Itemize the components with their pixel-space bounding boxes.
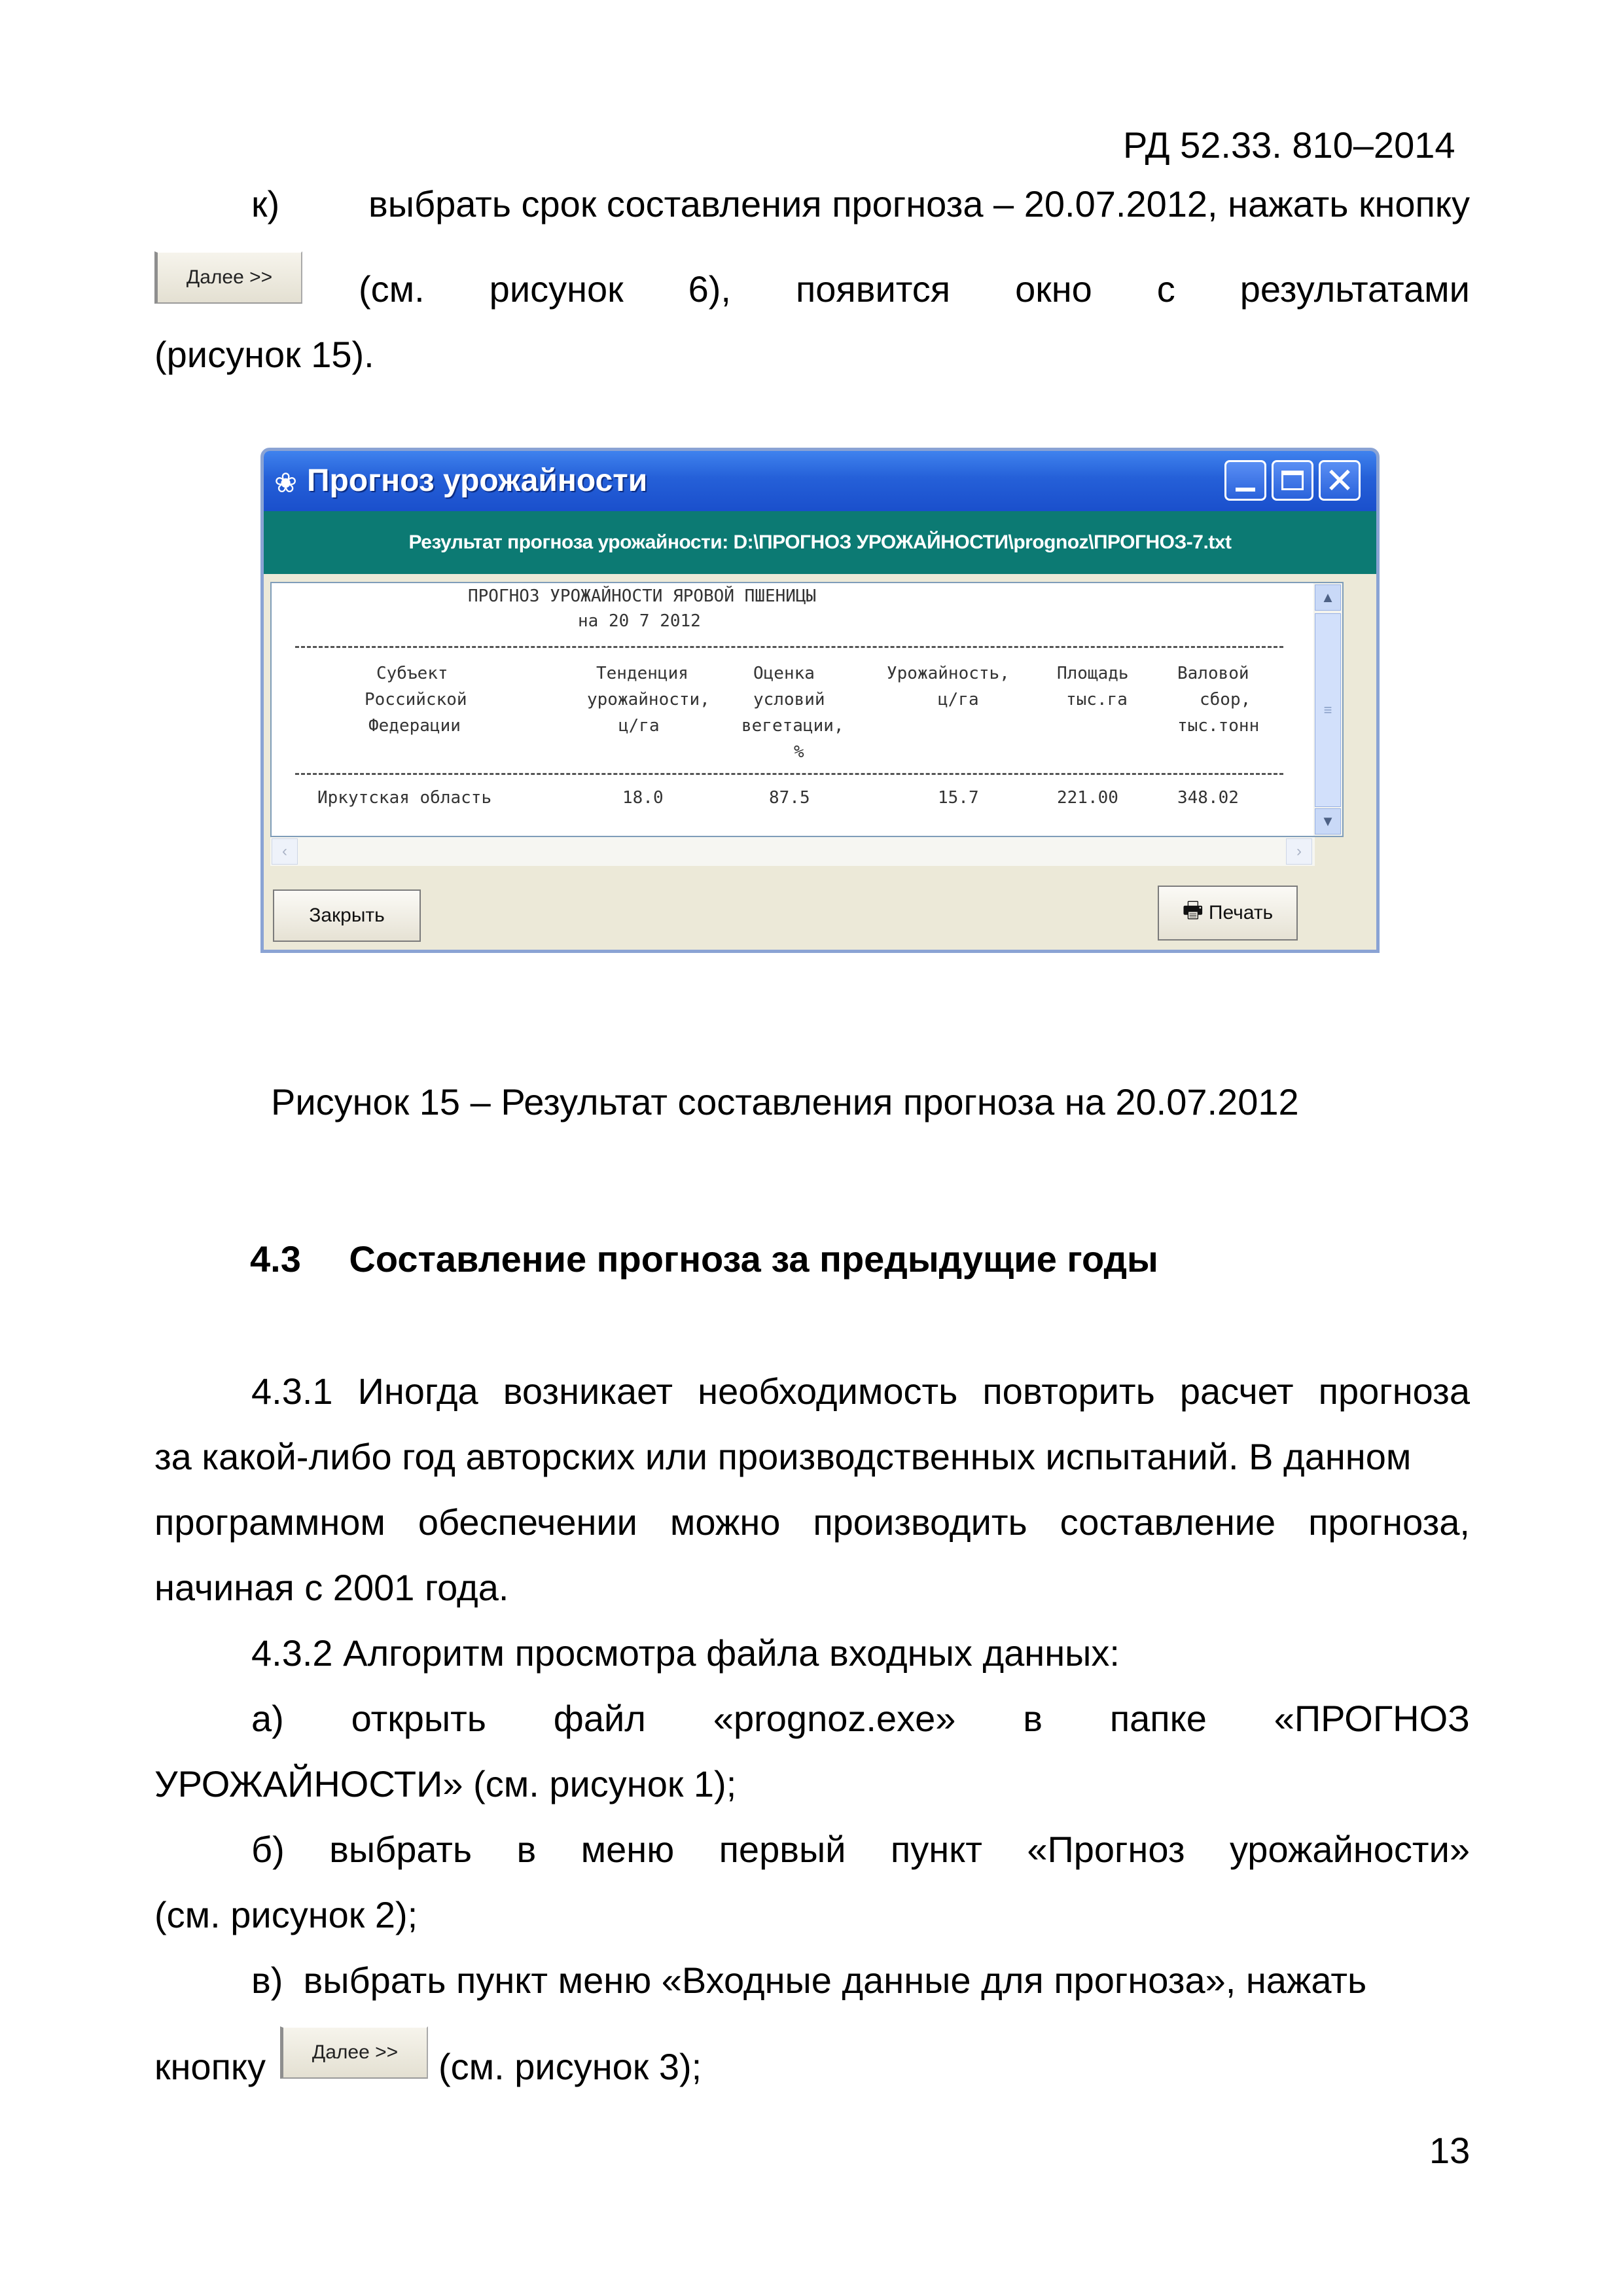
para-word: расчет	[1179, 1371, 1294, 1412]
chevron-down-icon: ▼	[1321, 813, 1335, 829]
report-date: на 20 7 2012	[578, 611, 701, 631]
intro-word: к)	[251, 183, 280, 224]
para-431-line-1	[251, 1371, 1470, 1412]
report-divider-top	[295, 646, 1283, 648]
step-word: файл	[553, 1698, 646, 1739]
column-header-line: ц/га	[618, 716, 660, 736]
next-button-image-2: Далее >>	[280, 2026, 428, 2079]
step-word: меню	[580, 1829, 675, 1870]
row-cell: 348.02	[1177, 788, 1239, 808]
column-header-line: %	[794, 742, 804, 762]
section-heading	[250, 1238, 1158, 1280]
column-header-line: Субъект	[376, 664, 448, 683]
chevron-up-icon: ▲	[1321, 589, 1335, 605]
step-word: выбрать	[329, 1829, 473, 1870]
intro-word: выбрать срок составления прогноза – 20.07.2012, нажать кнопку	[368, 183, 1470, 224]
column-header-line: Урожайность,	[887, 664, 1010, 683]
step-word: «Прогноз	[1027, 1829, 1185, 1870]
chevron-left-icon: ‹	[282, 842, 287, 860]
para-word: обеспечении	[418, 1501, 637, 1543]
horizontal-scrollbar[interactable]	[270, 837, 1315, 866]
para-word: 4.3.1	[251, 1371, 333, 1412]
row-cell: Иркутская область	[317, 788, 492, 808]
close-window-button[interactable]	[1319, 460, 1361, 501]
wheat-app-icon: ❀	[274, 467, 298, 498]
step-word: первый	[719, 1829, 846, 1870]
intro-line-2	[359, 268, 1470, 310]
para-word: прогноза	[1318, 1371, 1470, 1412]
chevron-right-icon: ›	[1296, 842, 1302, 860]
window-titlebar	[264, 451, 1376, 511]
column-header-line: тыс.тонн	[1177, 716, 1260, 736]
result-path-label: Результат прогноза урожайности: D:\ПРОГНОЗ УРОЖАЙНОСТИ\prognoz\ПРОГНОЗ-7.txt	[408, 531, 1232, 553]
step-v-prefix: кнопку	[154, 2046, 266, 2087]
section-number: 4.3	[250, 1238, 301, 1280]
step-v-suffix: (см. рисунок 3);	[438, 2046, 702, 2087]
print-button[interactable]	[1158, 886, 1298, 941]
step-b-line-2: (см. рисунок 2);	[154, 1894, 418, 1935]
close-button[interactable]	[273, 889, 421, 942]
para-431-line-4: начиная с 2001 года.	[154, 1567, 509, 1608]
column-header-line: Тенденция	[596, 664, 688, 683]
intro-word: с	[1156, 268, 1175, 310]
scroll-left-button[interactable]	[272, 838, 298, 865]
para-word: производить	[813, 1501, 1027, 1543]
row-cell: 87.5	[769, 788, 810, 808]
step-word: в	[1023, 1698, 1043, 1739]
step-word: а)	[251, 1698, 284, 1739]
para-word: возникает	[503, 1371, 673, 1412]
intro-word: (см.	[359, 268, 425, 310]
section-title: Составление прогноза за предыдущие годы	[349, 1238, 1158, 1280]
column-header-line: условий	[753, 690, 825, 709]
figure-caption: Рисунок 15 – Результат составления прогноза на 20.07.2012	[271, 1081, 1299, 1122]
row-cell: 221.00	[1057, 788, 1118, 808]
page-number: 13	[1429, 2130, 1471, 2171]
step-v-line-1: в) выбрать пункт меню «Входные данные для прогноза», нажать	[251, 1960, 1367, 2001]
step-word: урожайности»	[1229, 1829, 1470, 1870]
intro-word: окно	[1015, 268, 1092, 310]
report-divider-bottom	[295, 773, 1283, 775]
para-word: необходимость	[698, 1371, 958, 1412]
intro-word: появится	[795, 268, 951, 310]
intro-word: рисунок	[489, 268, 624, 310]
minimize-button[interactable]	[1224, 460, 1266, 501]
step-a-line-1	[251, 1698, 1470, 1740]
minimize-icon	[1236, 488, 1255, 492]
next-button-image-1: Далее >>	[154, 251, 302, 304]
step-word: «ПРОГНОЗ	[1274, 1698, 1470, 1739]
para-431-line-2: за какой-либо год авторских или производственных испытаний. В данном	[154, 1436, 1412, 1477]
intro-word: 6),	[688, 268, 731, 310]
column-header-line: тыс.га	[1066, 690, 1128, 709]
intro-word: результатами	[1240, 268, 1470, 310]
step-word: открыть	[351, 1698, 486, 1739]
step-word: папке	[1109, 1698, 1207, 1739]
scroll-up-button[interactable]	[1315, 584, 1341, 611]
row-cell: 15.7	[938, 788, 979, 808]
maximize-icon	[1281, 471, 1304, 490]
step-word: «prognoz.exe»	[713, 1698, 956, 1739]
step-word: в	[516, 1829, 537, 1870]
close-button-label: Закрыть	[309, 905, 385, 926]
step-b-line-1	[251, 1829, 1470, 1871]
column-header-line: Федерации	[368, 716, 461, 736]
para-word: повторить	[982, 1371, 1155, 1412]
intro-line-3: (рисунок 15).	[154, 334, 374, 375]
vertical-scrollbar[interactable]	[1313, 583, 1342, 836]
forecast-window	[260, 448, 1380, 953]
step-word: пункт	[890, 1829, 982, 1870]
para-word: Иногда	[357, 1371, 478, 1412]
scroll-down-button[interactable]	[1315, 808, 1341, 834]
scroll-thumb[interactable]	[1315, 613, 1341, 807]
para-431-line-3	[154, 1501, 1470, 1543]
para-word: составление	[1060, 1501, 1276, 1543]
print-button-label: Печать	[1208, 902, 1274, 924]
para-word: прогноза,	[1308, 1501, 1470, 1543]
column-header-line: урожайности,	[587, 690, 710, 709]
column-header-line: вегетации,	[741, 716, 844, 736]
column-header-line: Оценка	[753, 664, 815, 683]
grip-icon: ≡	[1323, 702, 1332, 718]
column-header-line: ц/га	[938, 690, 979, 709]
printer-icon: 🖶	[1182, 897, 1204, 923]
intro-line-1	[251, 183, 1470, 225]
column-header-line: сбор,	[1200, 690, 1251, 709]
para-word: можно	[669, 1501, 781, 1543]
column-header-line: Валовой	[1177, 664, 1249, 683]
maximize-button[interactable]	[1272, 460, 1313, 501]
para-word: программном	[154, 1501, 385, 1543]
document-code: РД 52.33. 810–2014	[1123, 124, 1455, 166]
result-path-bar	[264, 511, 1376, 574]
scroll-right-button[interactable]	[1286, 838, 1312, 865]
column-header-line: Площадь	[1057, 664, 1129, 683]
report-text-area[interactable]	[270, 582, 1344, 837]
step-a-line-2: УРОЖАЙНОСТИ» (см. рисунок 1);	[154, 1763, 737, 1804]
column-header-line: Российской	[365, 690, 467, 709]
window-title: Прогноз урожайности	[307, 463, 648, 498]
close-icon: ✕	[1325, 461, 1355, 501]
report-title: ПРОГНОЗ УРОЖАЙНОСТИ ЯРОВОЙ ПШЕНИЦЫ	[468, 586, 817, 606]
row-cell: 18.0	[622, 788, 664, 808]
para-432: 4.3.2 Алгоритм просмотра файла входных данных:	[251, 1632, 1120, 1674]
step-word: б)	[251, 1829, 285, 1870]
